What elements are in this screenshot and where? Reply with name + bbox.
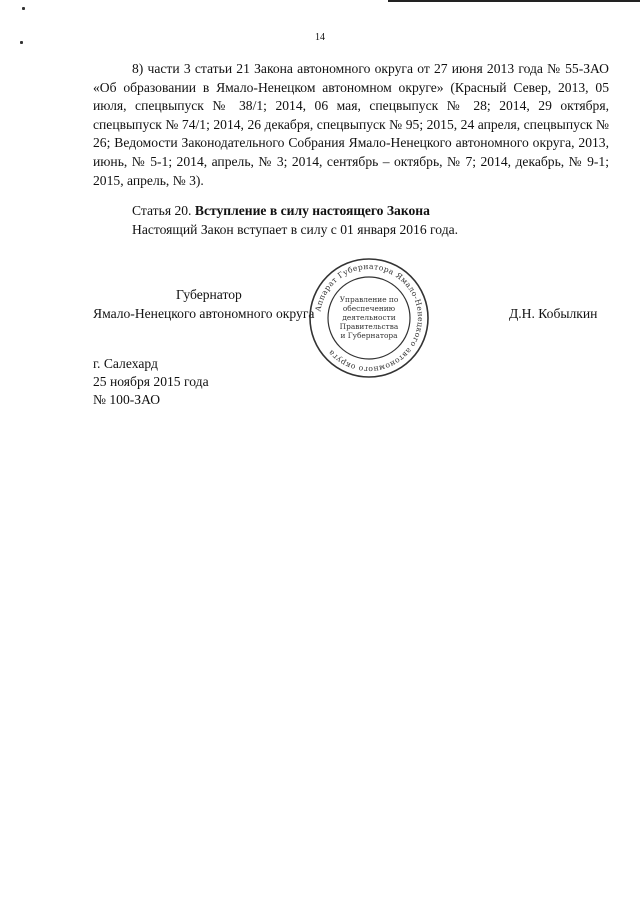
official-seal-stamp	[307, 256, 431, 380]
page-number: 14	[315, 32, 325, 43]
top-edge-line	[388, 0, 640, 2]
law-number: № 100-ЗАО	[93, 392, 161, 407]
signing-city: г. Салехард	[93, 356, 158, 371]
stamp-inner-line: Управление по	[339, 295, 399, 304]
stamp-ring-text: Аппарат Губернатора Ямало-Ненецкого автономного округа	[313, 261, 426, 375]
signatory-region: Ямало-Ненецкого автономного округа	[93, 306, 315, 321]
stamp-inner-line: Правительства	[339, 322, 399, 331]
article-heading	[132, 202, 430, 220]
signatory-title: Губернатор	[176, 287, 242, 302]
stamp-inner-line: и Губернатора	[340, 331, 398, 340]
scan-mark	[22, 7, 25, 10]
article-title: Вступление в силу настоящего Закона	[194, 203, 430, 218]
article-number: Статья 20.	[132, 203, 192, 218]
article-text: Настоящий Закон вступает в силу с 01 января 2016 года.	[132, 222, 459, 237]
stamp-inner-line: деятельности	[342, 313, 396, 322]
stamp-inner-line: обеспечению	[342, 304, 396, 313]
signatory-name: Д.Н. Кобылкин	[509, 306, 598, 321]
signing-date: 25 ноября 2015 года	[93, 374, 209, 389]
list-item-8: 8) части 3 статьи 21 Закона автономного округа от 27 июня 2013 года № 55-ЗАО «Об образовании в Ямало-Ненецком автономном округе» (Красный Север, 2013, 05 июля, спецвыпуск № 38/1; 2014, 06 мая, спецвыпуск № 28; 2014, 29 октября, спецвыпуск № 74/1; 2014, 26 декабря, спецвыпуск № 95; 2015, 24 апреля, спецвыпуск № 26; Ведомости Законодательного Собрания Ямало-Ненецкого автономного округа, 2013, июнь, № 5-1; 2014, апрель, № 3; 2014, сентябрь – октябрь, № 7; 2014, декабрь, № 9-1; 2015, апрель, № 3).	[93, 61, 609, 188]
